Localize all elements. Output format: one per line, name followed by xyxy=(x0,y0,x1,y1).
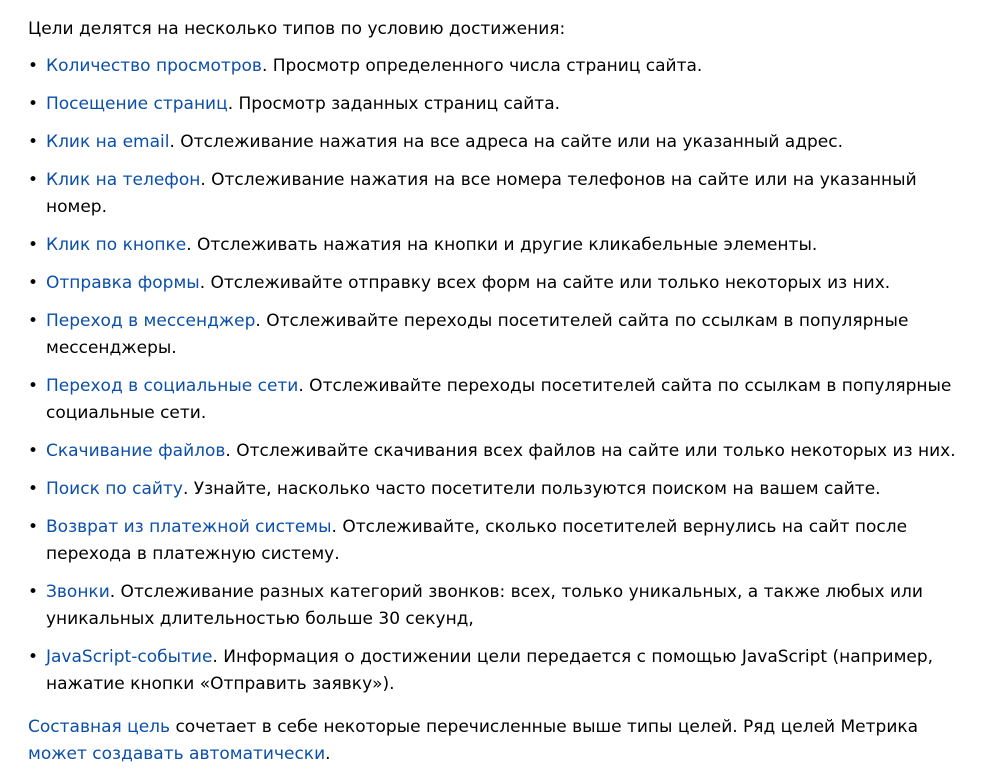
goal-description: . Отслеживайте отправку всех форм на сайте или только некоторых из них. xyxy=(199,273,891,293)
goal-link-messenger[interactable]: Переход в мессенджер xyxy=(46,311,256,331)
bullet-icon: • xyxy=(28,311,39,331)
list-item xyxy=(28,91,978,118)
goal-link-calls[interactable]: Звонки xyxy=(46,582,110,602)
goal-description: . Отслеживайте переходы посетителей сайта по ссылкам в популярные мессенджеры. xyxy=(46,311,909,358)
list-item xyxy=(28,270,978,297)
list-item xyxy=(28,53,978,80)
list-item xyxy=(28,308,978,362)
list-item xyxy=(28,579,978,633)
goal-description: . Отслеживание нажатия на все адреса на сайте или на указанный адрес. xyxy=(169,132,843,152)
goal-link-social[interactable]: Переход в социальные сети xyxy=(46,376,299,396)
list-item xyxy=(28,232,978,259)
goal-link-button-click[interactable]: Клик по кнопке xyxy=(46,235,187,255)
bullet-icon: • xyxy=(28,441,39,461)
bullet-icon: • xyxy=(28,235,39,255)
bullet-icon: • xyxy=(28,56,39,76)
bullet-icon: • xyxy=(28,479,39,499)
goal-description: . Информация о достижении цели передается с помощью JavaScript (например, нажатие кнопки «Отправить заявку»). xyxy=(46,647,934,694)
composite-goal-link[interactable]: Составная цель xyxy=(28,717,171,737)
list-item xyxy=(28,644,978,698)
list-item xyxy=(28,514,978,568)
bullet-icon: • xyxy=(28,582,39,602)
outro-text-part1: сочетает в себе некоторые перечисленные выше типы целей. Ряд целей Метрика xyxy=(170,717,919,737)
intro-text: Цели делятся на несколько типов по условию достижения: xyxy=(28,19,566,39)
goal-link-pageviews[interactable]: Количество просмотров xyxy=(46,56,262,76)
goal-description: . Отслеживайте скачивания всех файлов на сайте или только некоторых из них. xyxy=(225,441,956,461)
goal-link-page-visits[interactable]: Посещение страниц xyxy=(46,94,228,114)
goal-link-file-download[interactable]: Скачивание файлов xyxy=(46,441,226,461)
goal-types-list xyxy=(28,53,978,698)
goal-description: . Просмотр заданных страниц сайта. xyxy=(227,94,561,114)
outro-text-part2: . xyxy=(325,744,331,764)
bullet-icon: • xyxy=(28,170,39,190)
goal-link-phone-click[interactable]: Клик на телефон xyxy=(46,170,201,190)
goal-description: . Отслеживайте, сколько посетителей вернулись на сайт после перехода в платежную систему. xyxy=(46,517,908,564)
list-item xyxy=(28,129,978,156)
goal-description: . Просмотр определенного числа страниц сайта. xyxy=(261,56,703,76)
goal-description: . Отслеживать нажатия на кнопки и другие кликабельные элементы. xyxy=(186,235,818,255)
bullet-icon: • xyxy=(28,517,39,537)
goal-link-form-submit[interactable]: Отправка формы xyxy=(46,273,200,293)
outro-text xyxy=(28,714,968,768)
bullet-icon: • xyxy=(28,647,39,667)
bullet-icon: • xyxy=(28,132,39,152)
goal-description: . Отслеживание разных категорий звонков: всех, только уникальных, а также любых или уникальных длительностью больше 30 секунд, xyxy=(46,582,923,629)
goal-link-payment-return[interactable]: Возврат из платежной системы xyxy=(46,517,332,537)
bullet-icon: • xyxy=(28,94,39,114)
goal-description: . Отслеживание нажатия на все номера телефонов на сайте или на указанный номер. xyxy=(46,170,917,217)
goal-link-email-click[interactable]: Клик на email xyxy=(46,132,170,152)
list-item xyxy=(28,373,978,427)
goal-link-javascript-event[interactable]: JavaScript-событие xyxy=(46,647,213,667)
goal-link-site-search[interactable]: Поиск по сайту xyxy=(46,479,183,499)
list-item xyxy=(28,438,978,465)
bullet-icon: • xyxy=(28,376,39,396)
auto-goals-link[interactable]: может создавать автоматически xyxy=(28,744,326,764)
list-item xyxy=(28,476,978,503)
goal-description: . Узнайте, насколько часто посетители пользуются поиском на вашем сайте. xyxy=(182,479,881,499)
list-item xyxy=(28,167,978,221)
bullet-icon: • xyxy=(28,273,39,293)
goal-description: . Отслеживайте переходы посетителей сайта по ссылкам в популярные социальные сети. xyxy=(46,376,952,423)
